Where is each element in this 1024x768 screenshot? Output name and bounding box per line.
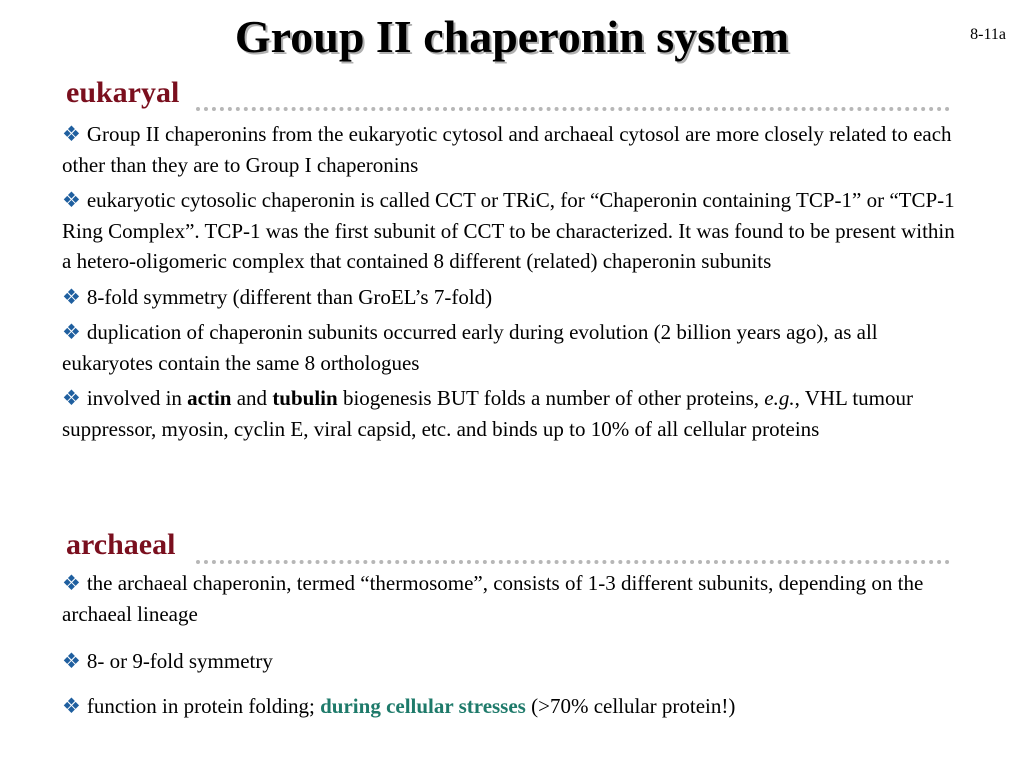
bullet-item (62, 646, 967, 677)
bullet-text-quote: “Chaperonin containing TCP-1” or “TCP-1 Ring Complex” (62, 188, 955, 243)
bullet-text: . TCP-1 was the first subunit of CCT to be characterized. It was found to be present within a hetero-oligomeric complex that contained 8 different (related) chaperonin subunits (62, 218, 955, 273)
bullet-glyph-icon: ❖ (62, 693, 81, 718)
bullet-item (62, 383, 967, 444)
bullet-text: eukaryotic cytosolic chaperonin is called CCT or TRiC, for (86, 188, 590, 212)
slide-title: Group II chaperonin system (234, 11, 790, 62)
bullet-item (62, 691, 967, 722)
section-heading-archaeal: archaeal (66, 528, 176, 561)
section-heading-eukaryal: eukaryal (66, 76, 180, 109)
bullet-item (62, 282, 967, 313)
bullet-glyph-icon: ❖ (62, 320, 81, 344)
archaeal-bullets (62, 568, 967, 721)
bullet-text: involved in (86, 386, 188, 410)
bullet-text: 8-fold symmetry (different than GroEL’s 7-fold) (86, 284, 493, 309)
bullet-text: the archaeal chaperonin, termed “thermosome”, consists of 1-3 different subunits, depending on the archaeal lineage (62, 571, 924, 626)
bullet-text: Group II chaperonins from the eukaryotic cytosol and archaeal cytosol are more closely related to each other than they are to Group I chaperonins (62, 122, 952, 177)
bullet-text: and (231, 386, 273, 410)
bullet-text: , VHL tumour suppressor, myosin, cyclin E, viral capsid, etc. and binds up to 10% of all cellular proteins (62, 386, 913, 441)
bullet-item (62, 119, 967, 180)
bullet-text: biogenesis BUT folds a number of other proteins, (337, 386, 765, 410)
bullet-glyph-icon: ❖ (62, 122, 81, 146)
bullet-item (62, 317, 967, 378)
bullet-item (62, 185, 967, 277)
dotted-divider (196, 560, 950, 564)
bullet-text: duplication of chaperonin subunits occurred early during evolution (2 billion years ago), as all eukaryotes contain the same 8 orthologues (62, 320, 878, 375)
italic-eg: e.g. (764, 386, 795, 410)
bullet-item (62, 568, 967, 629)
bullet-text: (>70% cellular protein!) (525, 693, 736, 718)
bullet-glyph-icon: ❖ (62, 571, 81, 595)
bullet-glyph-icon: ❖ (62, 284, 81, 309)
slide-number: 8-11a (970, 26, 1006, 43)
dotted-divider (196, 107, 950, 111)
bullet-glyph-icon: ❖ (62, 386, 81, 410)
bullet-glyph-icon: ❖ (62, 649, 81, 673)
bold-term-actin: actin (187, 386, 232, 410)
eukaryal-bullets (62, 119, 967, 444)
highlight-stress-text: during cellular stresses (320, 693, 526, 718)
bullet-glyph-icon: ❖ (62, 188, 81, 212)
bullet-text: 8- or 9-fold symmetry (86, 649, 273, 673)
bullet-text: function in protein folding; (86, 693, 321, 718)
bold-term-tubulin: tubulin (272, 386, 338, 410)
